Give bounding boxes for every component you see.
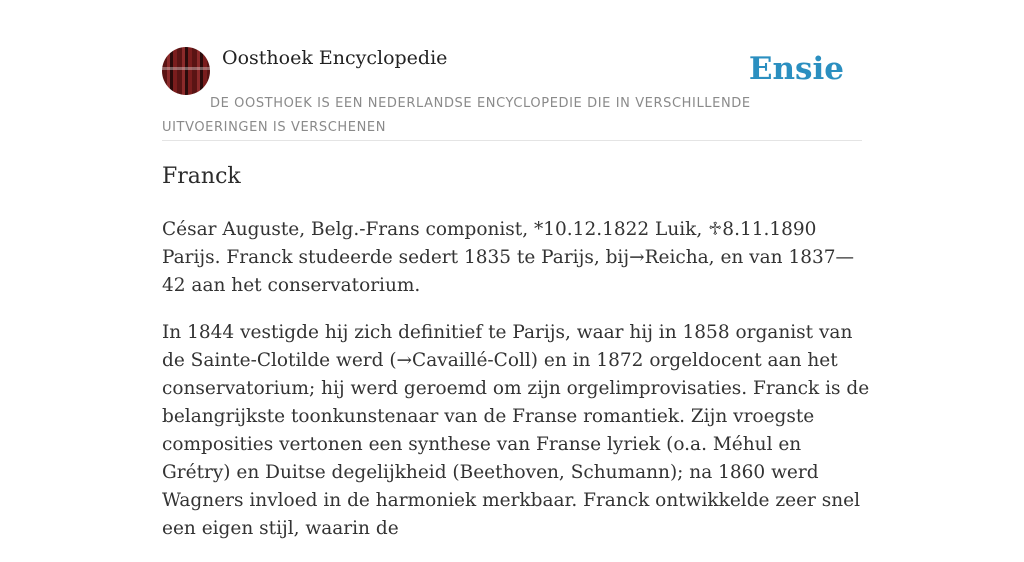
brand-logo[interactable]: Ensie — [748, 51, 844, 87]
site-header — [162, 45, 862, 141]
site-avatar[interactable] — [162, 47, 210, 95]
site-title[interactable]: Oosthoek Encyclopedie — [222, 47, 448, 69]
article-paragraph: In 1844 vestigde hij zich definitief te Parijs, waar hij in 1858 organist van de Sainte-Clotilde werd (→Cavaillé-Coll) en in 1872 orgeldocent aan het conservatorium; hij werd geroemd om zijn orgelimprovisaties. Franck is de belangrijkste toonkunstenaar van de Franse romantiek. Zijn vroegste composities vertonen een synthese van Franse lyriek (o.a. Méhul en Grétry) en Duitse degelijkheid (Beethoven, Schumann); na 1860 werd Wagners invloed in de harmoniek merkbaar. Franck ontwikkelde zeer snel een eigen stijl, waarin de — [162, 322, 870, 539]
article-body — [162, 216, 874, 562]
article-paragraph: César Auguste, Belg.-Frans componist, *10.12.1822 Luik, ♱8.11.1890 Parijs. Franck studeerde sedert 1835 te Parijs, bij→Reicha, en van 1837—42 aan het conservatorium. — [162, 219, 855, 296]
article-title: Franck — [162, 164, 241, 189]
site-tagline: DE OOSTHOEK IS EEN NEDERLANDSE ENCYCLOPEDIE DIE IN VERSCHILLENDE UITVOERINGEN IS VERSCHENEN — [162, 96, 751, 135]
